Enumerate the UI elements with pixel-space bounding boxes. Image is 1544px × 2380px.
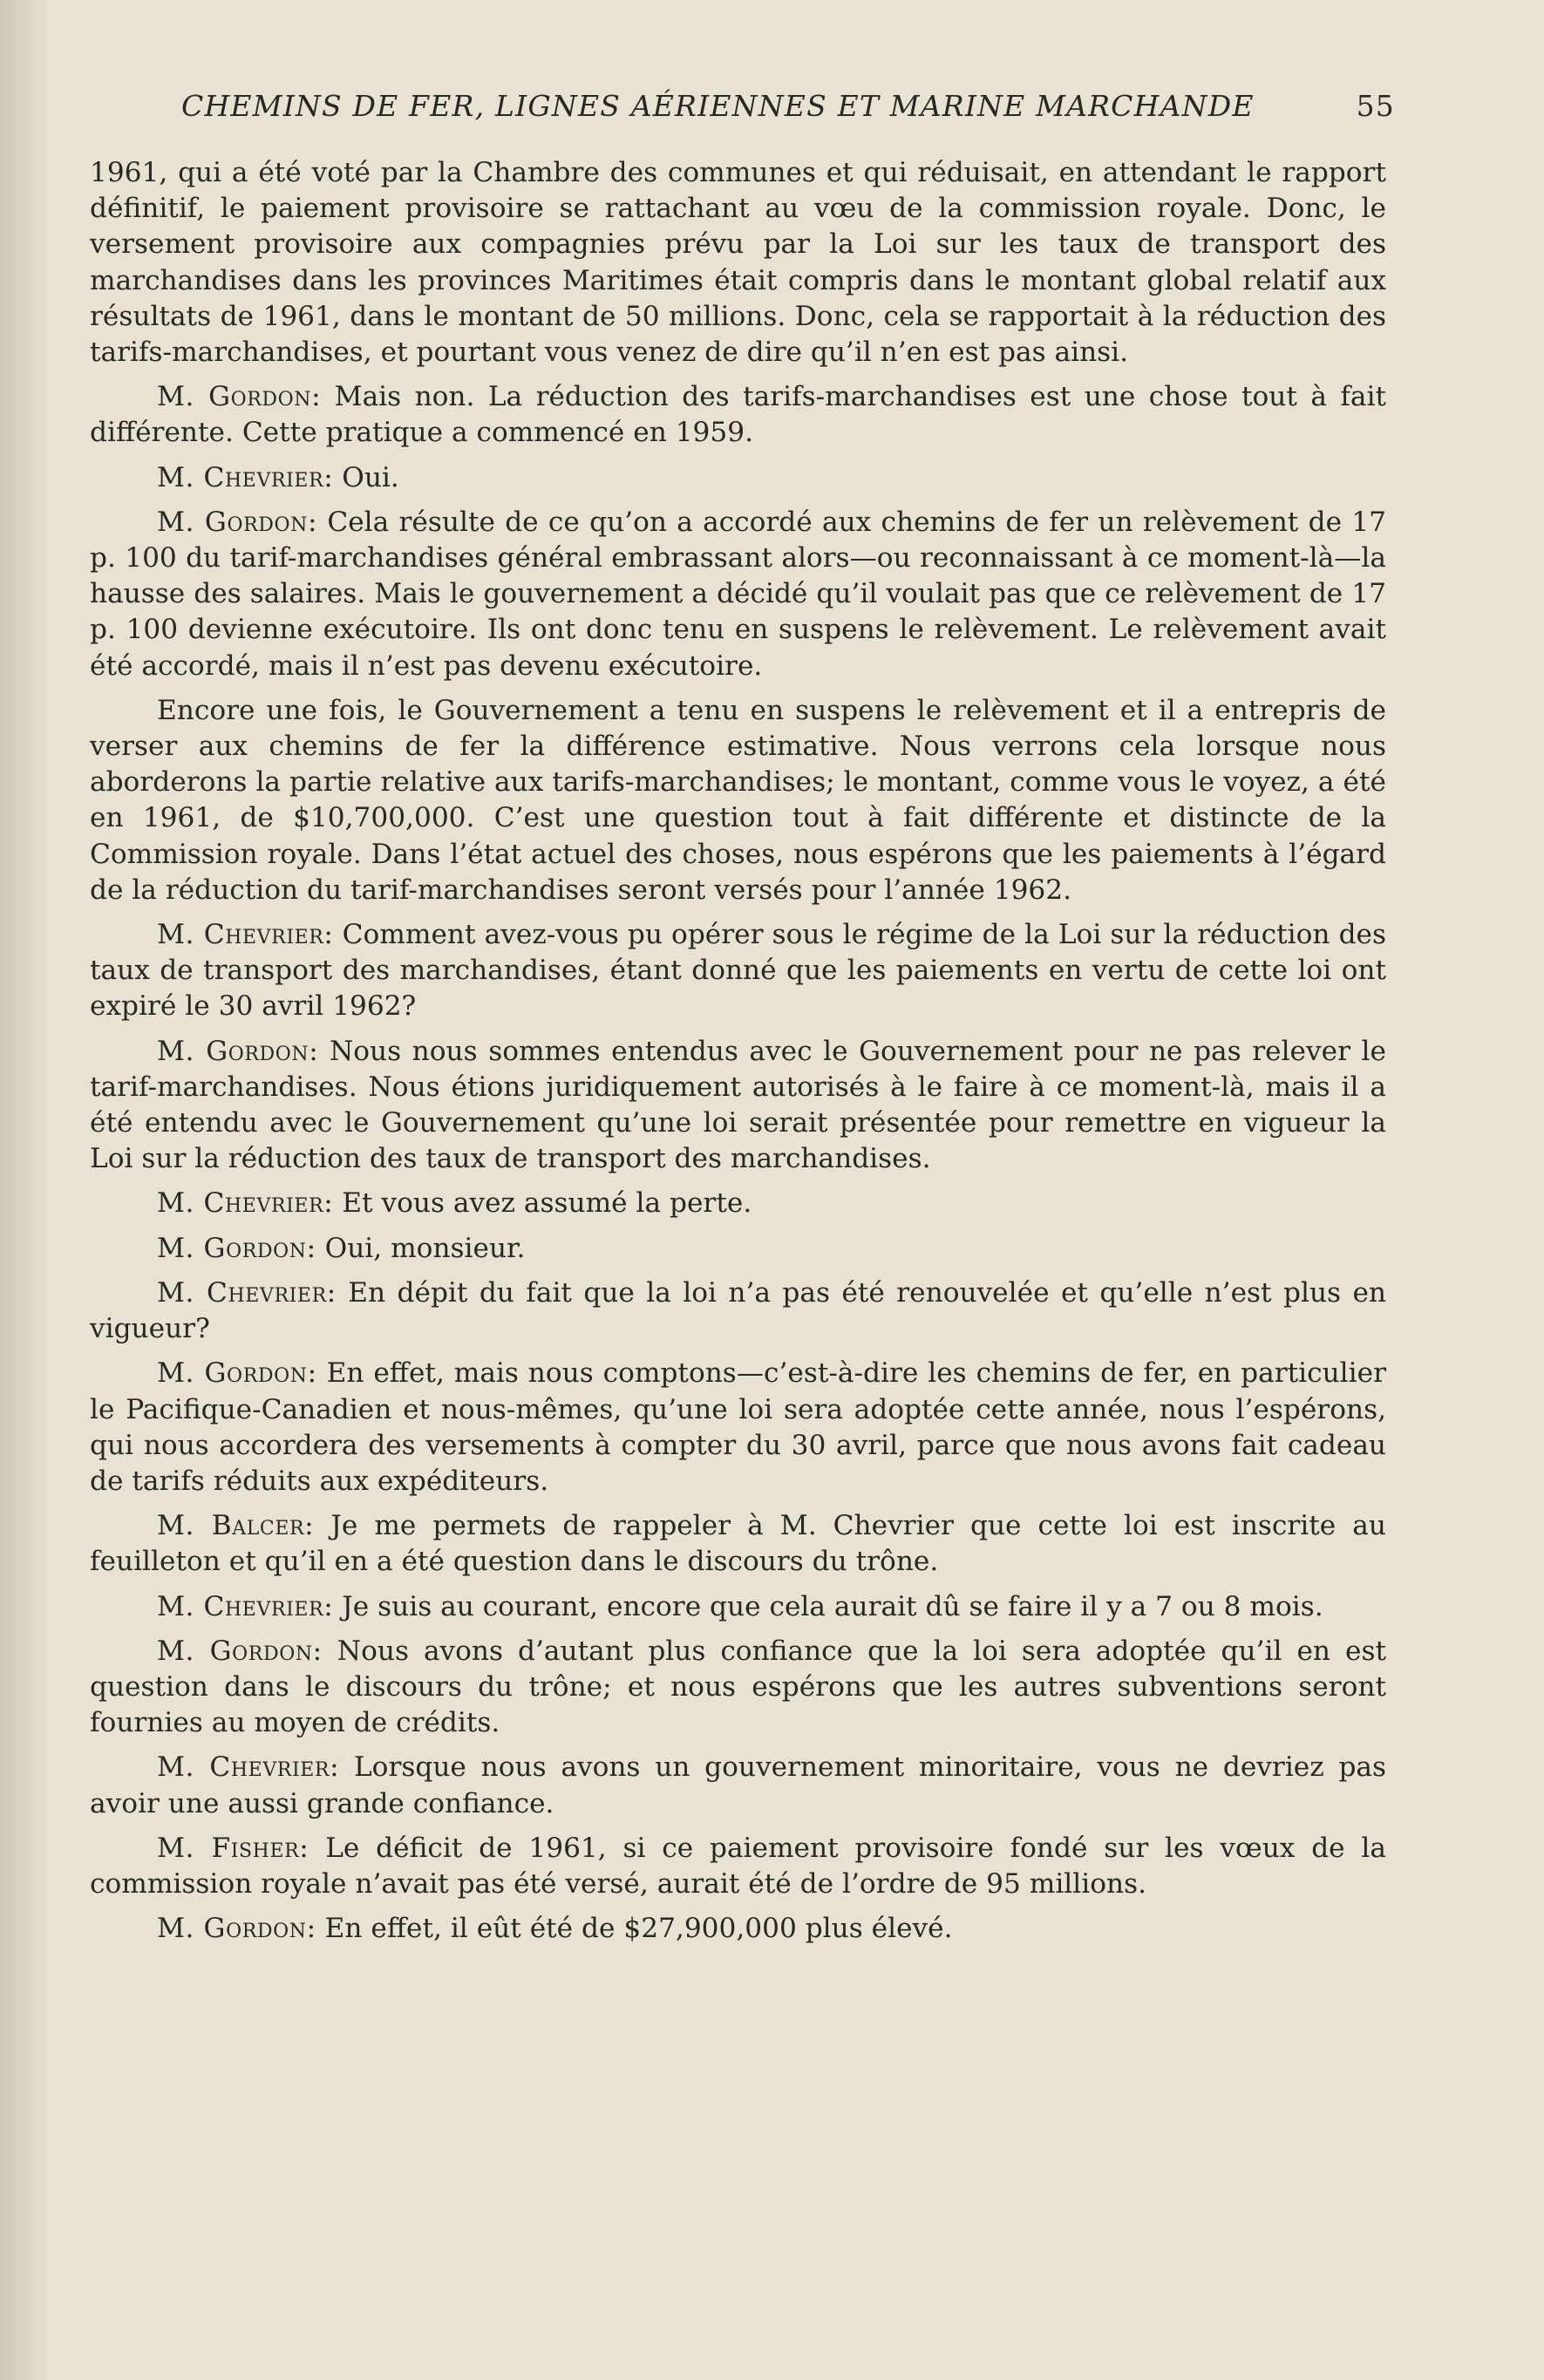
speaker-name: M. Gordon: [157,506,318,538]
speaker-name: M. Chevrier: [157,461,334,493]
paragraph-text: 1961, qui a été voté par la Chambre des communes et qui réduisait, en attendant le rapport définitif, le paiement provisoire se rattachant au vœu de la commission royale. Donc, le versement provisoire aux compagnies prévu par la Loi sur les taux de transport des marchandises dans les provinces Maritimes était compris dans le montant global relatif aux résultats de 1961, dans le montant de 50 millions. Donc, cela se rapportait à la réduction des tarifs-marchandises, et pourtant vous venez de dire qu’il n’en est pas ainsi. [90,157,1386,369]
speaker-name: M. Gordon: [157,1232,316,1264]
speaker-name: M. Fisher: [157,1832,309,1864]
paragraph [90,1231,1386,1267]
paragraph-text: Nous avons d’autant plus confiance que la loi sera adoptée qu’il en est question dans le discours du trône; et nous espérons que les autres subventions seront fournies au moyen de crédits. [90,1635,1386,1739]
paragraph-text: Et vous avez assumé la perte. [342,1187,752,1220]
speaker-name: M. Chevrier: [157,1751,340,1784]
paragraph [90,1831,1386,1902]
speaker-name: M. Gordon: [157,1913,316,1945]
paragraph [90,379,1386,451]
paragraph [90,693,1386,908]
paragraph-text: En dépit du fait que la loi n’a pas été renouvelée et qu’elle n’est plus en vigueur? [90,1276,1386,1345]
speaker-name: M. Gordon: [157,1035,319,1067]
paragraph-text: Lorsque nous avons un gouvernement minoritaire, vous ne devriez pas avoir une aussi grande confiance. [90,1751,1387,1819]
speaker-name: M. Chevrier: [157,1276,337,1309]
page-number: 55 [1356,89,1395,123]
paragraph [90,1275,1386,1347]
body-text [90,155,1386,1955]
speaker-name: M. Gordon: [157,1635,323,1667]
speaker-name: M. Balcer: [157,1510,315,1542]
paragraph [90,1911,1386,1947]
paragraph [90,505,1386,684]
paragraph-text: Mais non. La réduction des tarifs-marchandises est une chose tout à fait différente. Cette pratique a commencé en 1959. [90,381,1386,449]
paragraph [90,1750,1386,1821]
paragraph-text: Je me permets de rappeler à M. Chevrier que cette loi est inscrite au feuilleton et qu’il en a été question dans le discours du trône. [90,1510,1386,1578]
page-gutter-shadow [0,0,51,2380]
paragraph-text: Je suis au courant, encore que cela aurait dû se faire il y a 7 ou 8 mois. [342,1590,1323,1622]
paragraph [90,1186,1386,1221]
speaker-name: M. Gordon: [157,1357,317,1390]
paragraph [90,917,1386,1025]
speaker-name: M. Chevrier: [157,1187,334,1220]
paragraph [90,460,1386,496]
running-head [181,89,1395,127]
paragraph [90,1634,1386,1742]
paragraph-text: En effet, mais nous comptons—c’est-à-dire les chemins de fer, en particulier le Pacifique-Canadien et nous-mêmes, qu’une loi sera adoptée cette année, nous l’espérons, qui nous accordera des versements à compter du 30 avril, parce que nous avons fait cadeau de tarifs réduits aux expéditeurs. [90,1357,1386,1497]
paragraph [90,1508,1386,1580]
paragraph [90,155,1386,371]
speaker-name: M. Chevrier: [157,919,334,951]
paragraph-text: En effet, il eût été de $27,900,000 plus élevé. [324,1913,953,1945]
paragraph [90,1589,1386,1625]
paragraph-text: Oui, monsieur. [324,1232,526,1264]
paragraph-text: Comment avez-vous pu opérer sous le régime de la Loi sur la réduction des taux de transport des marchandises, étant donné que les paiements en vertu de cette loi ont expiré le 30 avril 1962? [90,919,1387,1023]
speaker-name: M. Gordon: [157,381,322,413]
speaker-name: M. Chevrier: [157,1590,334,1622]
paragraph-text: Cela résulte de ce qu’on a accordé aux chemins de fer un relèvement de 17 p. 100 du tarif-marchandises général embrassant alors—ou reconnaissant à ce moment-là—la hausse des salaires. Mais le gouvernement a décidé qu’il voulait pas que ce relèvement de 17 p. 100 devienne exécutoire. Ils ont donc tenu en suspens le relèvement. Le relèvement avait été accordé, mais il n’est pas devenu exécutoire. [90,506,1386,682]
paragraph-text: Le déficit de 1961, si ce paiement provisoire fondé sur les vœux de la commission royale n’avait pas été versé, aurait été de l’ordre de 95 millions. [90,1832,1386,1900]
paragraph-text: Encore une fois, le Gouvernement a tenu en suspens le relèvement et il a entrepris de verser aux chemins de fer la différence estimative. Nous verrons cela lorsque nous aborderons la partie relative aux tarifs-marchandises; le montant, comme vous le voyez, a été en 1961, de $10,700,000. C’est une question tout à fait différente et distincte de la Commission royale. Dans l’état actuel des choses, nous espérons que les paiements à l’égard de la réduction du tarif-marchandises seront versés pour l’année 1962. [90,694,1386,906]
paragraph [90,1034,1386,1178]
paragraph [90,1356,1386,1499]
paragraph-text: Oui. [342,461,399,493]
paragraph-text: Nous nous sommes entendus avec le Gouvernement pour ne pas relever le tarif-marchandises. Nous étions juridiquement autorisés à le faire à ce moment-là, mais il a été entendu avec le Gouvernement qu’une loi serait présentée pour remettre en vigueur la Loi sur la réduction des taux de transport des marchandises. [90,1035,1386,1175]
running-head-title: CHEMINS DE FER, LIGNES AÉRIENNES ET MARINE MARCHANDE [181,89,1255,123]
